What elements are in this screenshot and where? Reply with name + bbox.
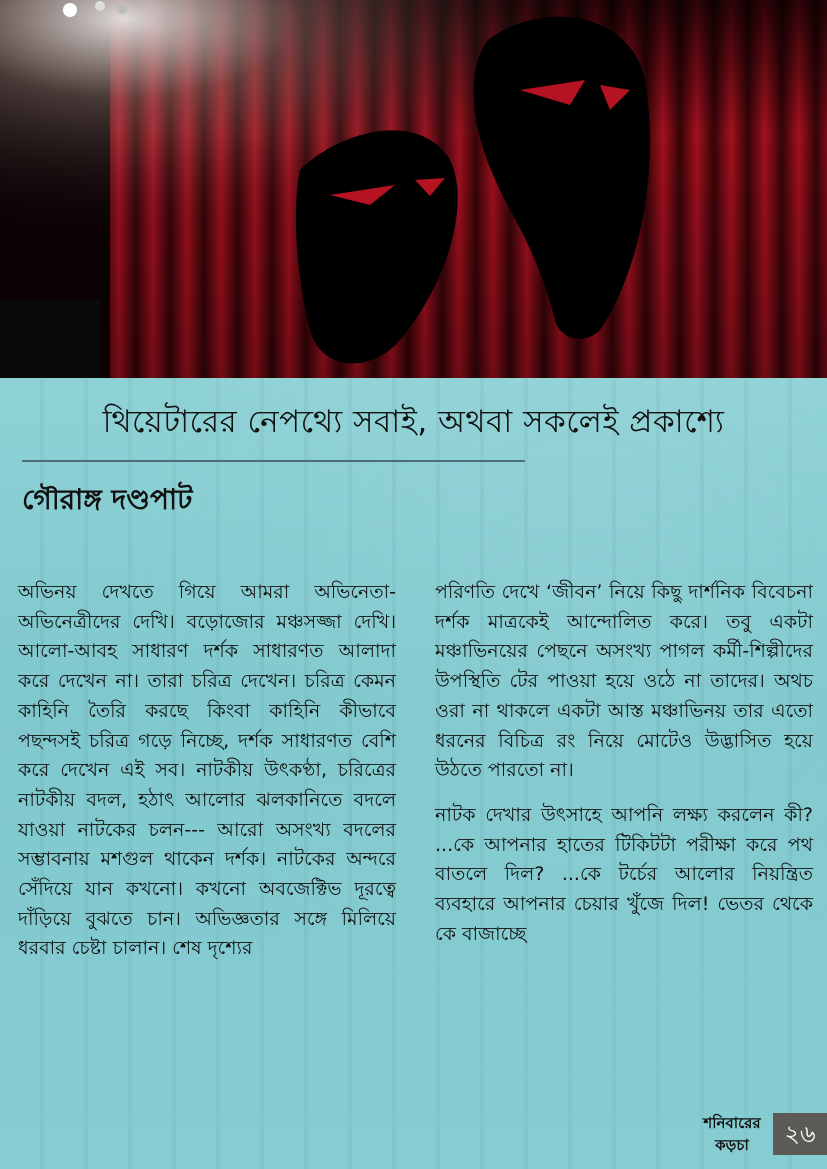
article-column-right [435,578,813,949]
article-panel [0,378,827,1169]
spotlight-icon [63,3,77,17]
author-name: গৌরাঙ্গ দণ্ডপাট [22,483,193,516]
theatre-curtain-illustration [0,0,827,378]
logo-text-top: শনিবারের [703,1114,761,1132]
paragraph: অভিনয় দেখতে গিয়ে আমরা অভিনেতা-অভিনেত্রীদের দেখি। বড়োজোর মঞ্চসজ্জা দেখি। আলো-আবহ সাধারণ দর্শক সাধারণত আলাদা করে দেখেন না। তারা চরিত্র দেখেন। চরিত্র কেমন কাহিনি তৈরি করছে কিংবা কাহিনি কীভাবে পছন্দসই চরিত্র গড়ে নিচ্ছে, দর্শক সাধারণত বেশি করে দেখেন এই সব। নাটকীয় উৎকণ্ঠা, চরিত্রের নাটকীয় বদল, হঠাৎ আলোর ঝলকানিতে বদলে যাওয়া নাটকের চলন--- আরো অসংখ্য বদলের সম্ভাবনায় মশগুল থাকেন দর্শক। নাটকের অন্দরে সেঁদিয়ে যান কখনো। কখনো অবজেক্টিভ দূরত্বে দাঁড়িয়ে বুঝতে চান। অভিজ্ঞতার সঙ্গে মিলিয়ে ধরবার চেষ্টা চালান। শেষ দৃশ্যের [18,581,396,960]
page-number: ২৬ [773,1113,827,1155]
article-column-left [18,578,396,964]
stage-equipment [0,300,100,378]
magazine-logo [690,1106,774,1158]
article-title: থিয়েটারের নেপথ্যে সবাই, অথবা সকলেই প্রকাশ্যে [102,404,725,440]
hero-image [0,0,827,378]
paragraph: পরিণতি দেখে ‘জীবন’ নিয়ে কিছু দার্শনিক বিবেচনা দর্শক মাত্রকেই আন্দোলিত করে। তবু একটা মঞ্চাভিনয়ের পেছনে অসংখ্য পাগল কর্মী-শিল্পীদের উপস্থিতি টের পাওয়া হয়ে ওঠে না তাদের। অথচ ওরা না থাকলে একটা আস্ত মঞ্চাভিনয় তার এতো ধরনের বিচিত্র রং নিয়ে মোটেও উদ্ভাসিত হয়ে উঠতে পারতো না। [435,581,813,782]
title-divider [22,460,525,462]
paragraph: নাটক দেখার উৎসাহে আপনি লক্ষ্য করলেন কী? ...কে আপনার হাতের টিকিটটা পরীক্ষা করে পথ বাতলে দিল? ...কে টর্চের আলোর নিয়ন্ত্রিত ব্যবহারে আপনার চেয়ার খুঁজে দিল! ভেতর থেকে কে বাজাচ্ছে [435,803,813,945]
logo-text-bottom: কড়চা [715,1136,749,1154]
